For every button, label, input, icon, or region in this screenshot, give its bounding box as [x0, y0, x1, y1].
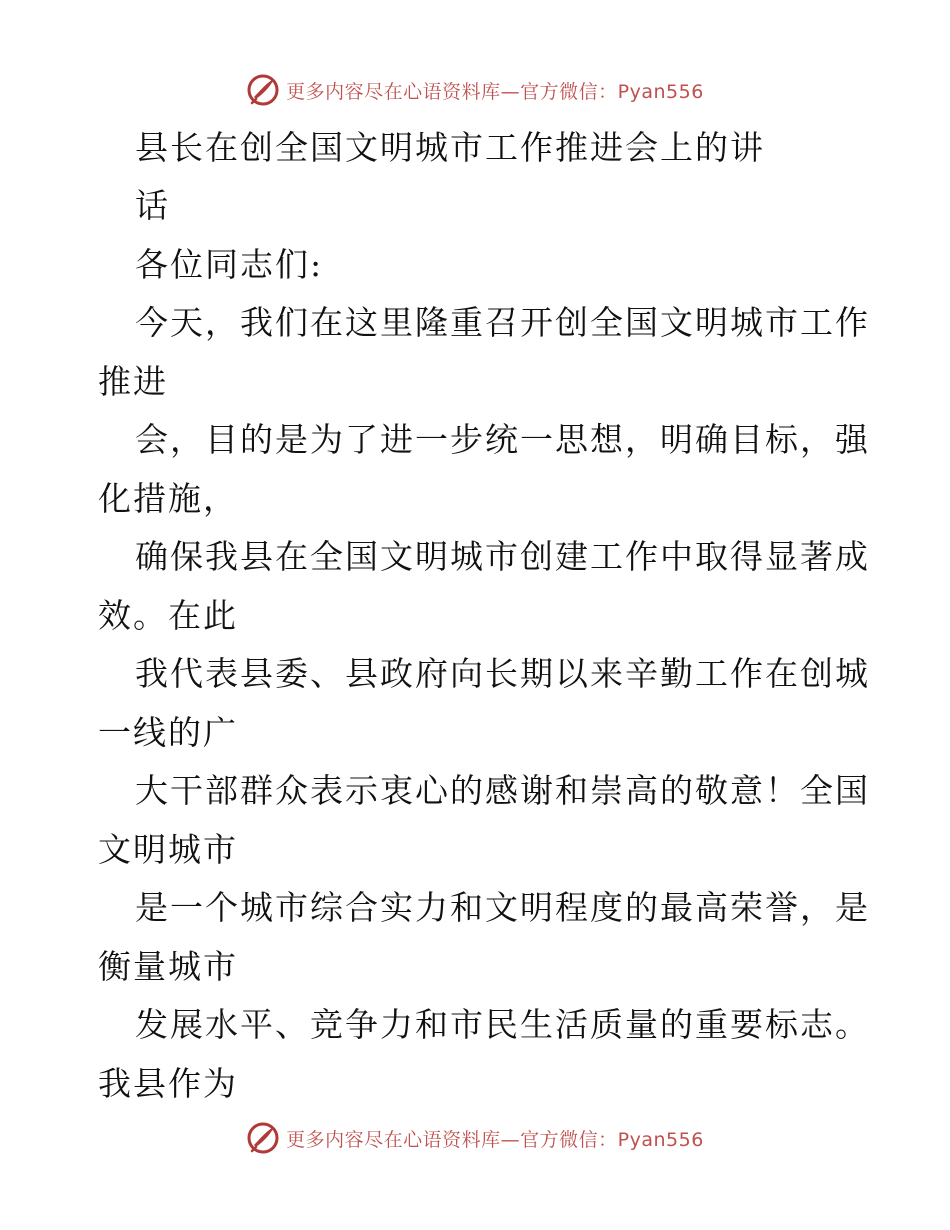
doc-line: 衡量城市: [98, 947, 238, 986]
header-banner: [0, 70, 950, 110]
quill-logo-icon: [246, 73, 280, 107]
doc-line: 文明城市: [98, 830, 238, 869]
doc-line: 我代表县委、县政府向长期以来辛勤工作在创城: [135, 654, 870, 693]
doc-line: 一线的广: [98, 713, 238, 752]
doc-line: 化措施，: [98, 479, 238, 518]
doc-line: 话: [135, 186, 170, 225]
doc-line: 县长在创全国文明城市工作推进会上的讲: [135, 128, 765, 167]
quill-logo-icon: [246, 1121, 280, 1155]
footer-banner-text: 更多内容尽在心语资料库—官方微信：Pyan556: [286, 1128, 704, 1151]
doc-line: 会，目的是为了进一步统一思想，明确目标，强: [135, 420, 870, 459]
footer-banner: [0, 1118, 950, 1158]
doc-line: 是一个城市综合实力和文明程度的最高荣誉，是: [135, 888, 870, 927]
header-banner-text: 更多内容尽在心语资料库—官方微信：Pyan556: [286, 80, 704, 103]
doc-line: 各位同志们:: [135, 245, 324, 284]
doc-line: 效。在此: [98, 596, 238, 635]
doc-line: 推进: [98, 362, 168, 401]
doc-line: 发展水平、竞争力和市民生活质量的重要标志。: [135, 1005, 870, 1044]
doc-line: 大干部群众表示衷心的感谢和崇高的敬意！全国: [135, 771, 870, 810]
doc-line: 今天，我们在这里隆重召开创全国文明城市工作: [135, 303, 870, 342]
doc-line: 我县作为: [98, 1064, 238, 1103]
doc-line: 确保我县在全国文明城市创建工作中取得显著成: [135, 537, 870, 576]
